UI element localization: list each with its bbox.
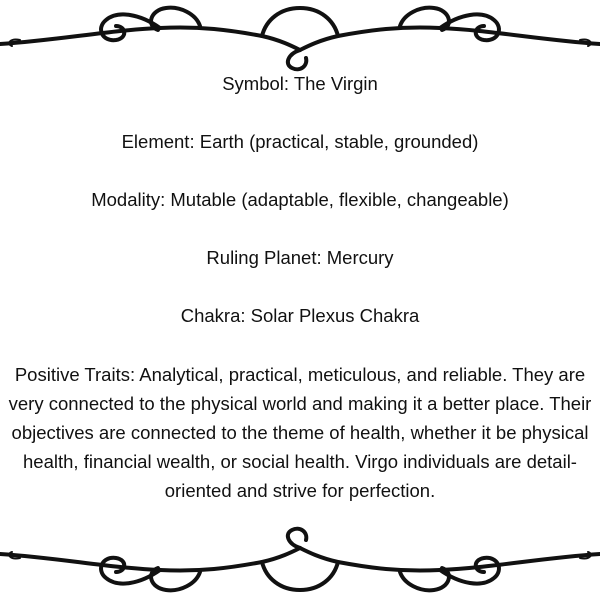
element-line: Element: Earth (practical, stable, grounded) [121,131,479,152]
positive-traits-paragraph: Positive Traits: Analytical, practical, meticulous, and reliable. They are very connected to the physical world and making it a better place. Their objectives are connected to the theme of health, whether it be physical health, financial wealth, or social health. Virgo individuals are detail-oriented and strive for perfection. [8,364,592,501]
sign-details [6,70,594,505]
top-flourish-divider [0,0,600,72]
modality-line: Modality: Mutable (adaptable, flexible, changeable) [91,189,509,210]
chakra-line: Chakra: Solar Plexus Chakra [180,305,420,326]
symbol-line: Symbol: The Virgin [222,73,378,94]
ruling-planet-line: Ruling Planet: Mercury [206,247,394,268]
bottom-flourish-divider [0,526,600,598]
